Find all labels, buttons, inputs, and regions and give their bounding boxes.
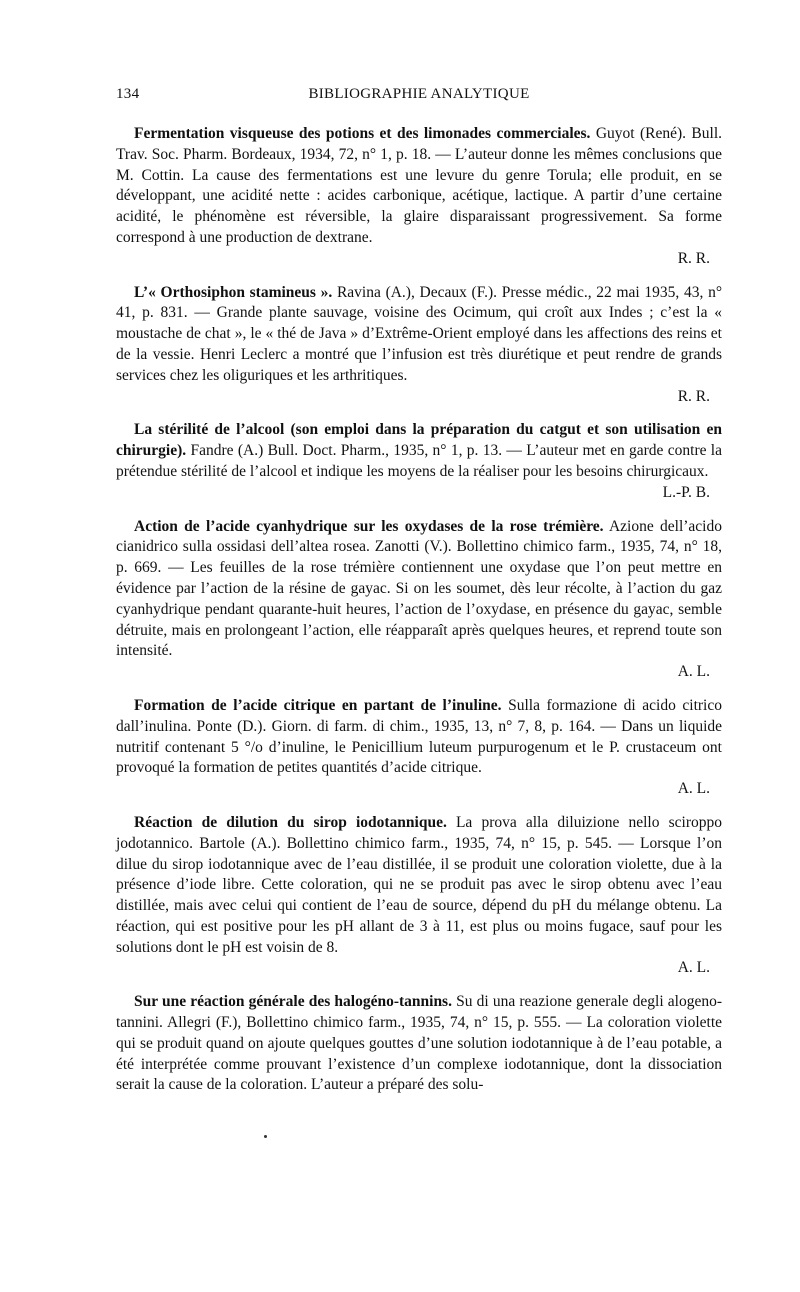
page-number: 134	[116, 86, 140, 102]
entry-initials: A. L.	[677, 780, 710, 798]
bibliography-entry	[116, 992, 722, 1096]
bibliography-entry	[116, 517, 722, 683]
entry-body: Azione dell’acido cianidrico sulla ossidasi dell’altea rosea. Zanotti (V.). Bollettino chimico farm., 1935, 74, n° 18, p. 669. — Les feuilles de la rose trémière contiennent une oxydase que l’on peut mettre en évidence par l’action de la résine de gayac. Si on les soumet, dès leur récolte, à l’action du gaz cyanhydrique pendant quarante-huit heures, l’action de l’oxydase, en présence du gayac, semble détruite, mais en prolongeant l’action, elle réapparaît après quelques heures, et reprend toute son intensité.	[116, 517, 722, 660]
ink-dot	[264, 1135, 267, 1138]
entry-body: Sulla formazione di acido citrico dall’inulina. Ponte (D.). Giorn. di farm. di chim., 1935, 13, n° 7, 8, p. 164. — Dans un liquide nutritif contenant 5 °/o d’inuline, le Penicillium luteum purpurogenum et le P. crustaceum ont provoqué la formation de petites quantités d’acide citrique.	[116, 696, 722, 777]
entry-title: Formation de l’acide citrique en partant de l’inuline.	[134, 696, 502, 714]
running-head	[116, 86, 722, 110]
bibliography-entry	[116, 283, 722, 408]
entry-initials: L.-P. B.	[662, 483, 710, 501]
entry-initials: R. R.	[677, 387, 710, 405]
entry-body: La prova alla diluizione nello sciroppo jodotannico. Bartole (A.). Bollettino chimico farm., 1935, 74, n° 15, p. 545. — Lorsque l’on dilue du sirop iodotannique avec de l’eau distillée, il se produit une coloration violette, due à la présence d’iode libre. Cette coloration, qui ne se produit pas avec le sirop obtenu avec l’eau distillée, mais avec celui qui contient de l’eau de source, dépend du pH du mélange obtenu. La réaction, qui est positive pour les pH allant de 3 à 11, est plus ou moins fugace, sauf pour les solutions dont le pH est voisin de 8.	[116, 813, 722, 956]
entry-title: L’« Orthosiphon stamineus ».	[134, 283, 333, 301]
entry-title: La stérilité de l’alcool (son emploi dans la préparation du catgut et son utilisation en chirurgie).	[116, 421, 722, 460]
bibliography-entry	[116, 420, 722, 503]
bibliography-entry	[116, 696, 722, 800]
running-title: BIBLIOGRAPHIE ANALYTIQUE	[308, 86, 530, 102]
entry-title: Réaction de dilution du sirop iodotannique.	[134, 813, 447, 831]
entry-body: Fandre (A.) Bull. Doct. Pharm., 1935, n° 1, p. 13. — L’auteur met en garde contre la prétendue stérilité de l’alcool et indique les moyens de la réaliser pour les besoins chirurgicaux.	[116, 442, 722, 480]
entry-initials: R. R.	[677, 249, 710, 267]
entry-body: Ravina (A.), Decaux (F.). Presse médic., 22 mai 1935, 43, n° 41, p. 831. — Grande plante sauvage, voisine des Ocimum, qui croît aux Indes ; c’est la « moustache de chat », le « thé de Java » d’Extrême-Orient employé dans les affections des reins et de la vessie. Henri Leclerc a montré que l’infusion est très diurétique et peut rendre de grands services chez les oliguriques et les arthritiques.	[116, 283, 723, 384]
entry-initials: A. L.	[677, 959, 710, 977]
entry-title: Action de l’acide cyanhydrique sur les oxydases de la rose trémière.	[134, 517, 604, 535]
bibliography-entry	[116, 124, 722, 270]
entry-title: Sur une réaction générale des halogéno-tannins.	[134, 993, 452, 1011]
entry-title: Fermentation visqueuse des potions et des limonades commerciales.	[134, 125, 591, 142]
entry-initials: A. L.	[677, 663, 710, 681]
entry-body: Guyot (René). Bull. Trav. Soc. Pharm. Bordeaux, 1934, 72, n° 1, p. 18. — L’auteur donne les mêmes conclusions que M. Cottin. La cause des fermentations est une levure du genre Torula; elle produit, en se développant, une acidité nette : acides carbonique, acétique, lactique. A partir d’une certaine acidité, le phénomène est réversible, la glaire disparaissant progressivement. Sa forme correspond à une production de dextrane.	[116, 125, 723, 246]
entry-body: Su di una reazione generale degli alogeno-tannini. Allegri (F.), Bollettino chimico farm., 1935, 74, n° 15, p. 555. — La coloration violette qui se produit quand on ajoute quelques gouttes d’une solution iodotannique à de l’eau potable, a été interprétée comme prouvant l’existence d’un complexe iodotannique, dont la dissociation serait la cause de la coloration. L’auteur a préparé des solu-	[116, 993, 723, 1094]
bibliography-entry	[116, 813, 722, 979]
